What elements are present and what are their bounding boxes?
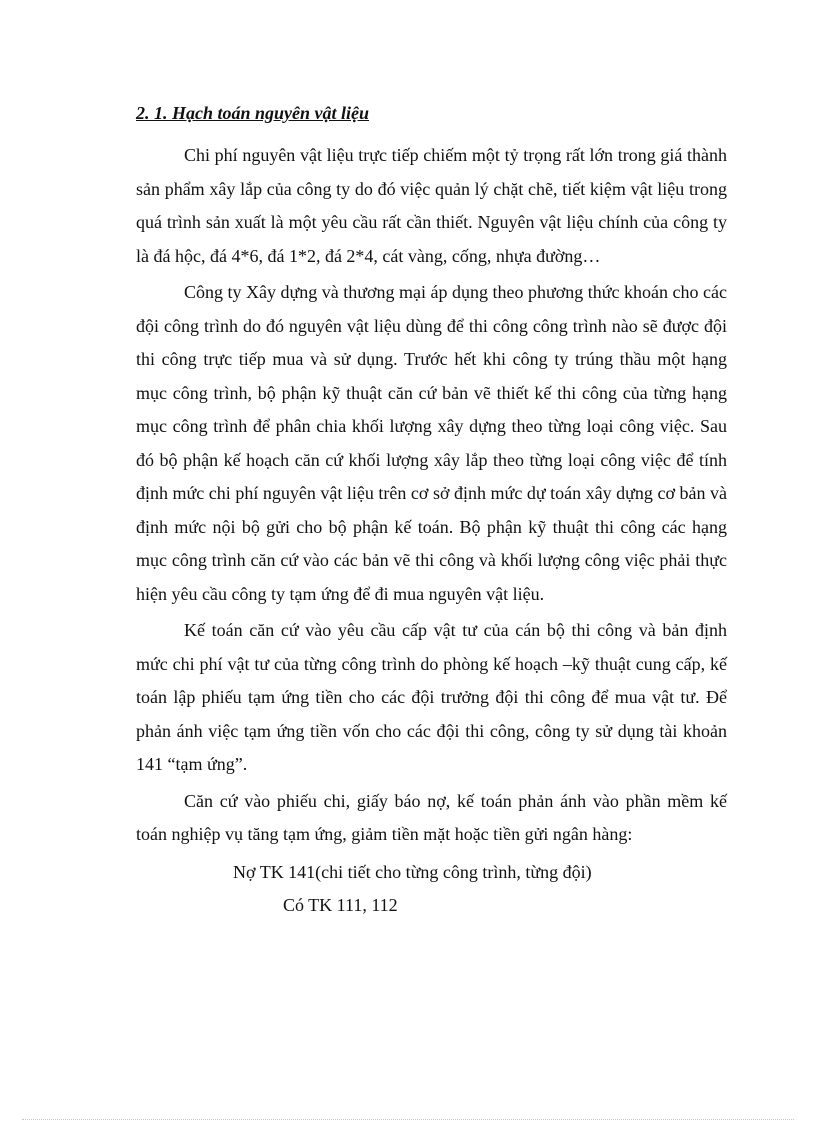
journal-entry-credit: Có TK 111, 112	[283, 894, 398, 915]
paragraph-advance-payment: Kế toán căn cứ vào yêu cầu cấp vật tư của cán bộ thi công và bản định mức chi phí vật tư của từng công trình do phòng kế hoạch –kỹ thuật cung cấp, kế toán lập phiếu tạm ứng tiền cho các đội trưởng đội thi công để mua vật tư. Để phản ánh việc tạm ứng tiền vốn cho các đội thi công, công ty sử dụng tài khoản 141 “tạm ứng”.	[136, 620, 727, 774]
document-page	[136, 100, 727, 922]
paragraph-material-costs: Chi phí nguyên vật liệu trực tiếp chiếm một tỷ trọng rất lớn trong giá thành sản phẩm xây lắp của công ty do đó việc quản lý chặt chẽ, tiết kiệm vật liệu trong quá trình sản xuất là một yêu cầu rất cần thiết. Nguyên vật liệu chính của công ty là đá hộc, đá 4*6, đá 1*2, đá 2*4, cát vàng, cống, nhựa đường…	[136, 145, 727, 266]
journal-entry-debit: Nợ TK 141(chi tiết cho từng công trình, từng đội)	[233, 861, 592, 882]
paragraph-recording: Căn cứ vào phiếu chi, giấy báo nợ, kế toán phản ánh vào phần mềm kế toán nghiệp vụ tăng tạm ứng, giảm tiền mặt hoặc tiền gửi ngân hàng:	[136, 790, 727, 844]
page-bottom-divider	[22, 1119, 794, 1120]
paragraph-contract-method: Công ty Xây dựng và thương mại áp dụng theo phương thức khoán cho các đội công trình do đó nguyên vật liệu dùng để thi công công trình nào sẽ được đội thi công trực tiếp mua và sử dụng. Trước hết khi công ty trúng thầu một hạng mục công trình, bộ phận kỹ thuật căn cứ bản vẽ thiết kế thi công của từng hạng mục công trình để phân chia khối lượng xây dựng theo từng loại công việc. Sau đó bộ phận kế hoạch căn cứ khối lượng xây lắp theo từng loại công việc để tính định mức chi phí nguyên vật liệu trên cơ sở định mức dự toán xây dựng cơ bản và định mức nội bộ gửi cho bộ phận kế toán. Bộ phận kỹ thuật thi công các hạng mục công trình căn cứ vào các bản vẽ thi công và khối lượng công việc phải thực hiện yêu cầu công ty tạm ứng để đi mua nguyên vật liệu.	[136, 282, 727, 604]
section-heading: 2. 1. Hạch toán nguyên vật liệu	[136, 103, 370, 123]
